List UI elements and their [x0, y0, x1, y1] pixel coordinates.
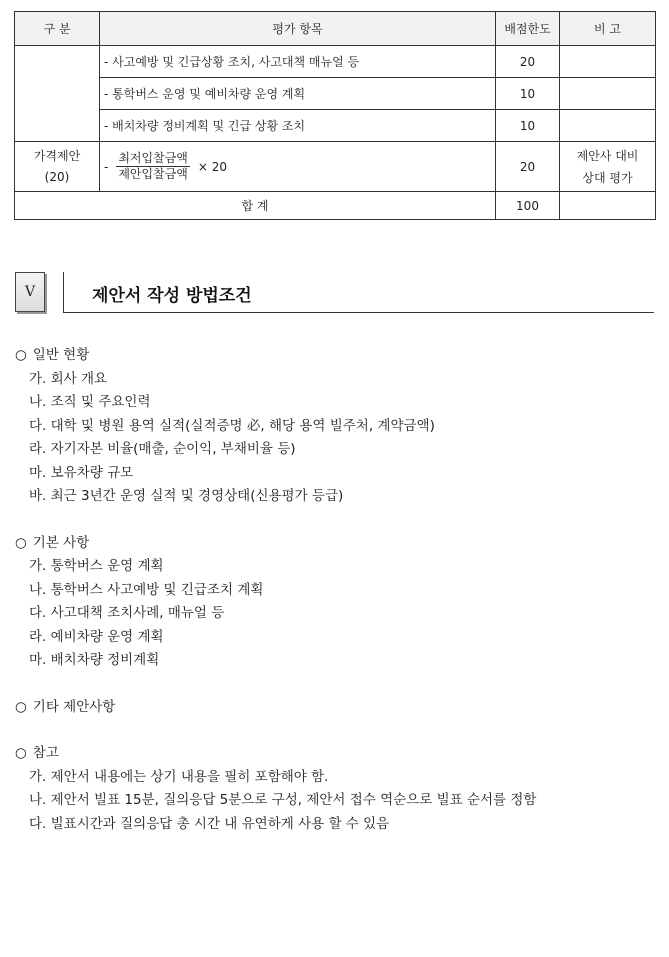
- list-item: 마. 보유차량 규모: [29, 464, 134, 481]
- circle-bullet-icon: ○: [15, 698, 27, 715]
- group-heading: [15, 532, 655, 556]
- list-item: 라. 예비차량 운영 계획: [29, 628, 164, 645]
- circle-bullet-icon: ○: [15, 347, 27, 363]
- note-cell: [560, 110, 656, 142]
- price-note-line2: 상대 평가: [582, 170, 633, 185]
- price-note-cell: [560, 142, 656, 192]
- price-note-line1: 제안사 대비: [576, 148, 639, 163]
- formula-denominator: 제안입찰금액: [118, 167, 188, 181]
- item-cell: - 통학버스 운영 및 예비차량 운영 계획: [100, 78, 496, 110]
- header-category: 구 분: [15, 12, 100, 46]
- total-score: 100: [496, 192, 560, 220]
- list-item: 마. 배치차량 정비계획: [29, 652, 160, 668]
- spacer: [15, 719, 655, 742]
- table-header-row: [15, 12, 656, 46]
- list-item: 다. 빌표시간과 질의응답 총 시간 내 유연하게 사용 할 수 있음: [29, 815, 390, 832]
- circle-bullet-icon: ○: [15, 745, 27, 761]
- group-title: 참고: [32, 745, 59, 761]
- section-title: 제안서 작성 방법조건: [92, 286, 252, 306]
- list-item: 바. 최근 3년간 운영 실적 및 경영상태(신용평가 등급): [29, 488, 344, 504]
- group-title: 일반 현황: [32, 347, 90, 363]
- group-heading: [15, 696, 655, 720]
- score-cell: 10: [496, 110, 560, 142]
- price-category-cell: [15, 142, 100, 192]
- price-category-points: (20): [44, 169, 70, 184]
- header-note: 비 고: [560, 12, 656, 46]
- formula-multiplier: × 20: [197, 159, 228, 174]
- list-item: 라. 자기자본 비율(매출, 순이익, 부채비율 등): [29, 441, 296, 457]
- group-heading: [15, 742, 655, 766]
- evaluation-table: [14, 11, 656, 220]
- spacer: [15, 509, 655, 532]
- formula-numerator: 최저입찰금액: [118, 151, 188, 165]
- formula-dash: -: [104, 159, 109, 174]
- circle-bullet-icon: ○: [15, 534, 27, 551]
- list-item: 가. 제안서 내용에는 상기 내용을 필히 포함해야 함.: [29, 768, 329, 785]
- section-number-box: [15, 272, 45, 312]
- header-score: 배점한도: [496, 12, 560, 46]
- list-item: 가. 통학버스 운영 계획: [29, 558, 164, 574]
- group-heading: [15, 344, 655, 368]
- group-title: 기본 사항: [32, 534, 90, 551]
- section-divider-horizontal: [63, 312, 654, 313]
- section-number: Ⅴ: [24, 284, 36, 300]
- price-formula: [104, 151, 227, 182]
- score-cell: 10: [496, 78, 560, 110]
- total-row: [15, 192, 656, 220]
- table-row: [15, 46, 656, 78]
- list-item: 나. 제안서 빌표 15분, 질의응답 5분으로 구성, 제안서 접수 역순으로 빌표 순서를 정함: [29, 792, 537, 808]
- note-cell: [560, 78, 656, 110]
- section-body: [15, 344, 655, 836]
- list-item: 가. 회사 개요: [29, 370, 108, 387]
- price-row: [15, 142, 656, 192]
- list-item: 다. 사고대책 조치사례, 매뉴얼 등: [29, 605, 225, 621]
- list-item: 나. 조직 및 주요인력: [29, 394, 151, 410]
- item-cell: - 배치차량 정비계획 및 긴급 상황 조치: [100, 110, 496, 142]
- price-category-label: 가격제안: [33, 148, 81, 163]
- group-title: 기타 제안사항: [32, 698, 116, 715]
- score-cell: 20: [496, 46, 560, 78]
- category-cell: [15, 46, 100, 142]
- spacer: [15, 673, 655, 696]
- item-cell: - 사고예방 및 긴급상황 조치, 사고대책 매뉴얼 등: [100, 46, 496, 78]
- list-item: 다. 대학 및 병원 용역 실적(실적증명 必, 해당 용역 빌주처, 계약금액): [29, 417, 435, 434]
- note-cell: [560, 46, 656, 78]
- total-label: 합 계: [15, 192, 496, 220]
- table-row: [15, 78, 656, 110]
- header-item: 평가 항목: [100, 12, 496, 46]
- price-formula-cell: [100, 142, 496, 192]
- table-row: [15, 110, 656, 142]
- section-divider-vertical: [63, 272, 64, 313]
- total-note: [560, 192, 656, 220]
- list-item: 나. 통학버스 사고예방 및 긴급조치 계획: [29, 581, 264, 598]
- formula-fraction: [116, 151, 190, 182]
- price-score-cell: 20: [496, 142, 560, 192]
